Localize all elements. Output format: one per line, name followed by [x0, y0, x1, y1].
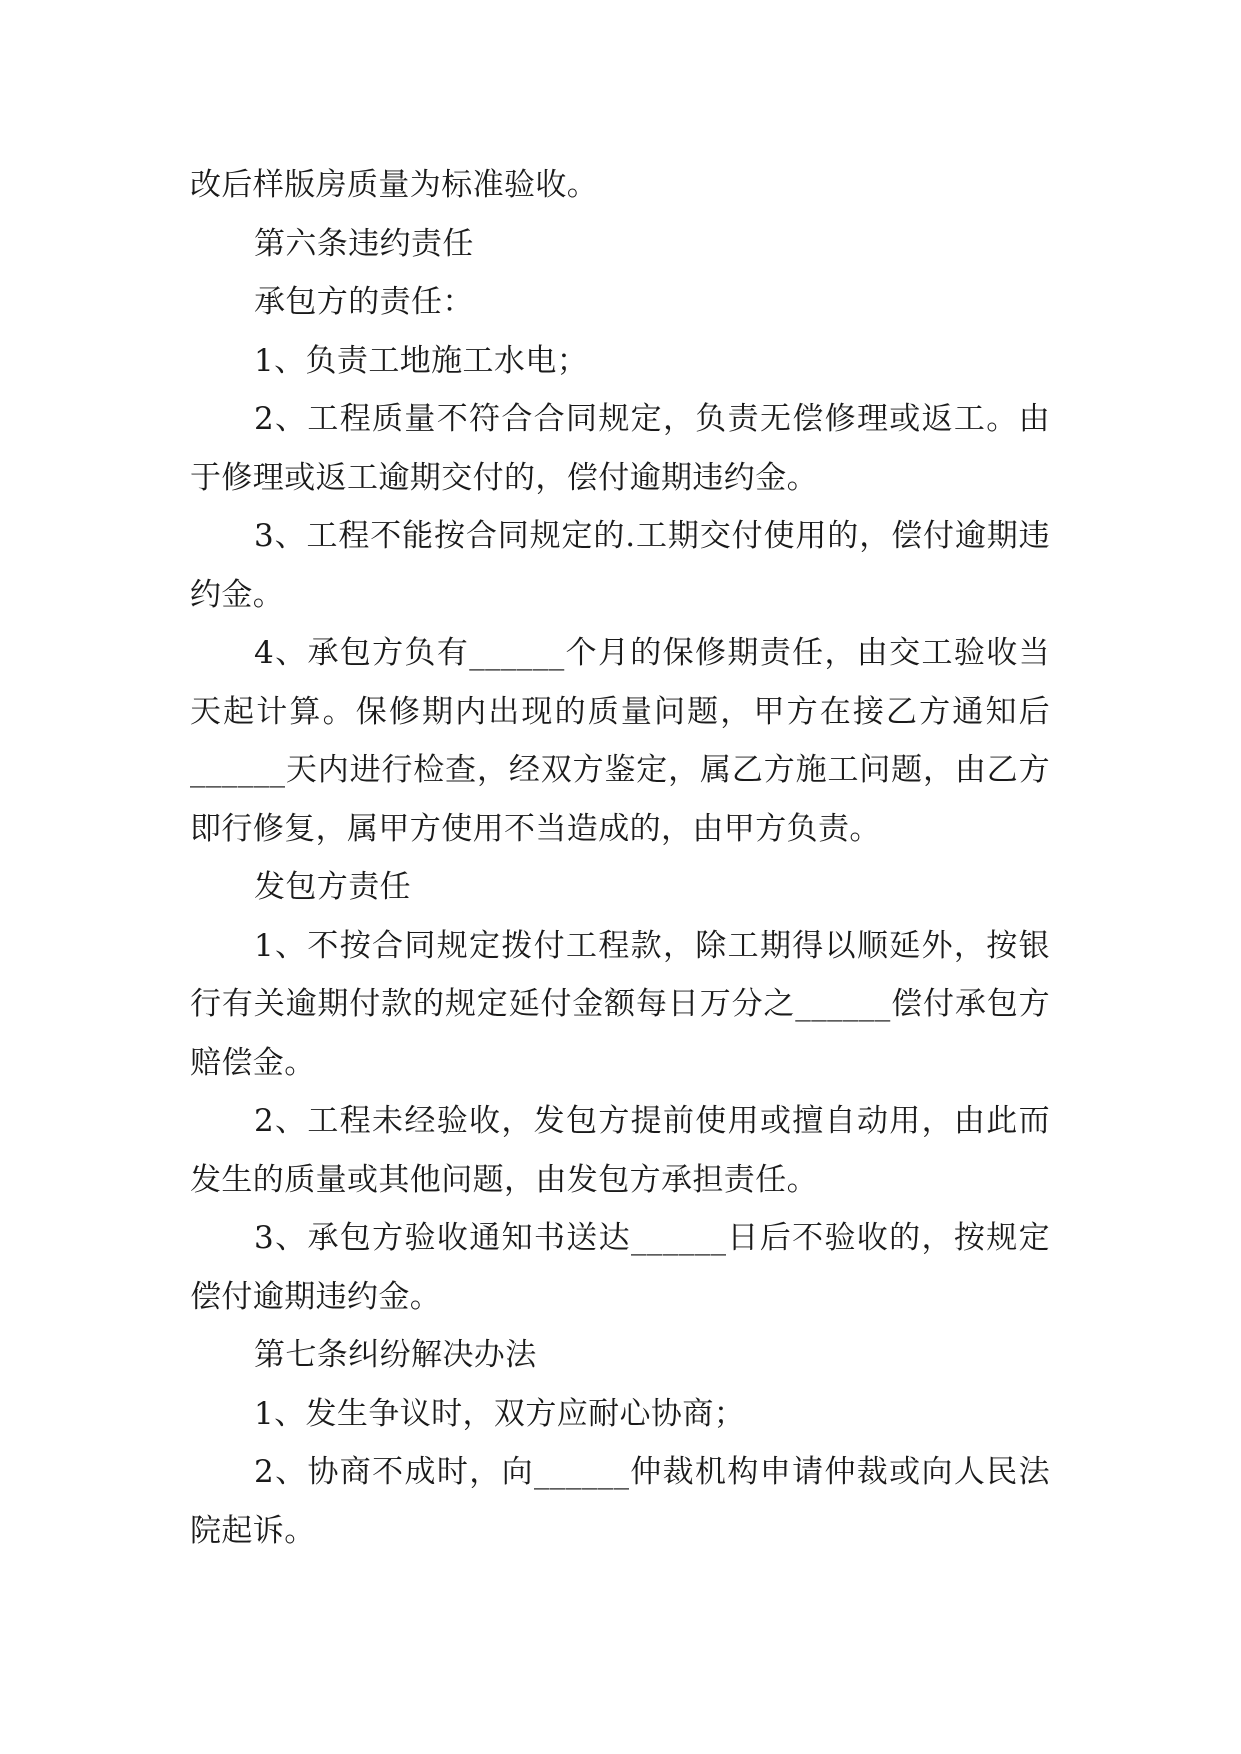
list-item: 3、承包方验收通知书送达______日后不验收的，按规定偿付逾期违约金。: [190, 1220, 1050, 1315]
list-item: 2、工程质量不符合合同规定，负责无偿修理或返工。由于修理或返工逾期交付的，偿付逾期违约金。: [190, 401, 1050, 496]
document-body: [190, 156, 1050, 1560]
list-item: 1、负责工地施工水电；: [254, 342, 589, 379]
subheading-contractor-liability: 承包方的责任：: [254, 284, 474, 320]
list-item: 4、承包方负有______个月的保修期责任，由交工验收当天起计算。保修期内出现的质量问题，甲方在接乙方通知后______天内进行检查，经双方鉴定，属乙方施工问题，由乙方即行修复，属甲方使用不当造成的，由甲方负责。: [190, 635, 1050, 847]
list-item: 2、协商不成时，向______仲裁机构申请仲裁或向人民法院起诉。: [190, 1454, 1050, 1549]
section-heading-article-6: 第六条违约责任: [254, 225, 474, 262]
paragraph: 改后样版房质量为标准验收。: [190, 167, 599, 203]
subheading-employer-liability: 发包方责任: [254, 869, 411, 905]
list-item: 1、发生争议时，双方应耐心协商；: [254, 1395, 746, 1432]
list-item: 2、工程未经验收，发包方提前使用或擅自动用，由此而发生的质量或其他问题，由发包方承担责任。: [190, 1103, 1050, 1198]
list-item: 3、工程不能按合同规定的.工期交付使用的，偿付逾期违约金。: [190, 518, 1050, 613]
section-heading-article-7: 第七条纠纷解决办法: [254, 1337, 537, 1373]
list-item: 1、不按合同规定拨付工程款，除工期得以顺延外，按银行有关逾期付款的规定延付金额每日万分之______偿付承包方赔偿金。: [190, 927, 1050, 1081]
